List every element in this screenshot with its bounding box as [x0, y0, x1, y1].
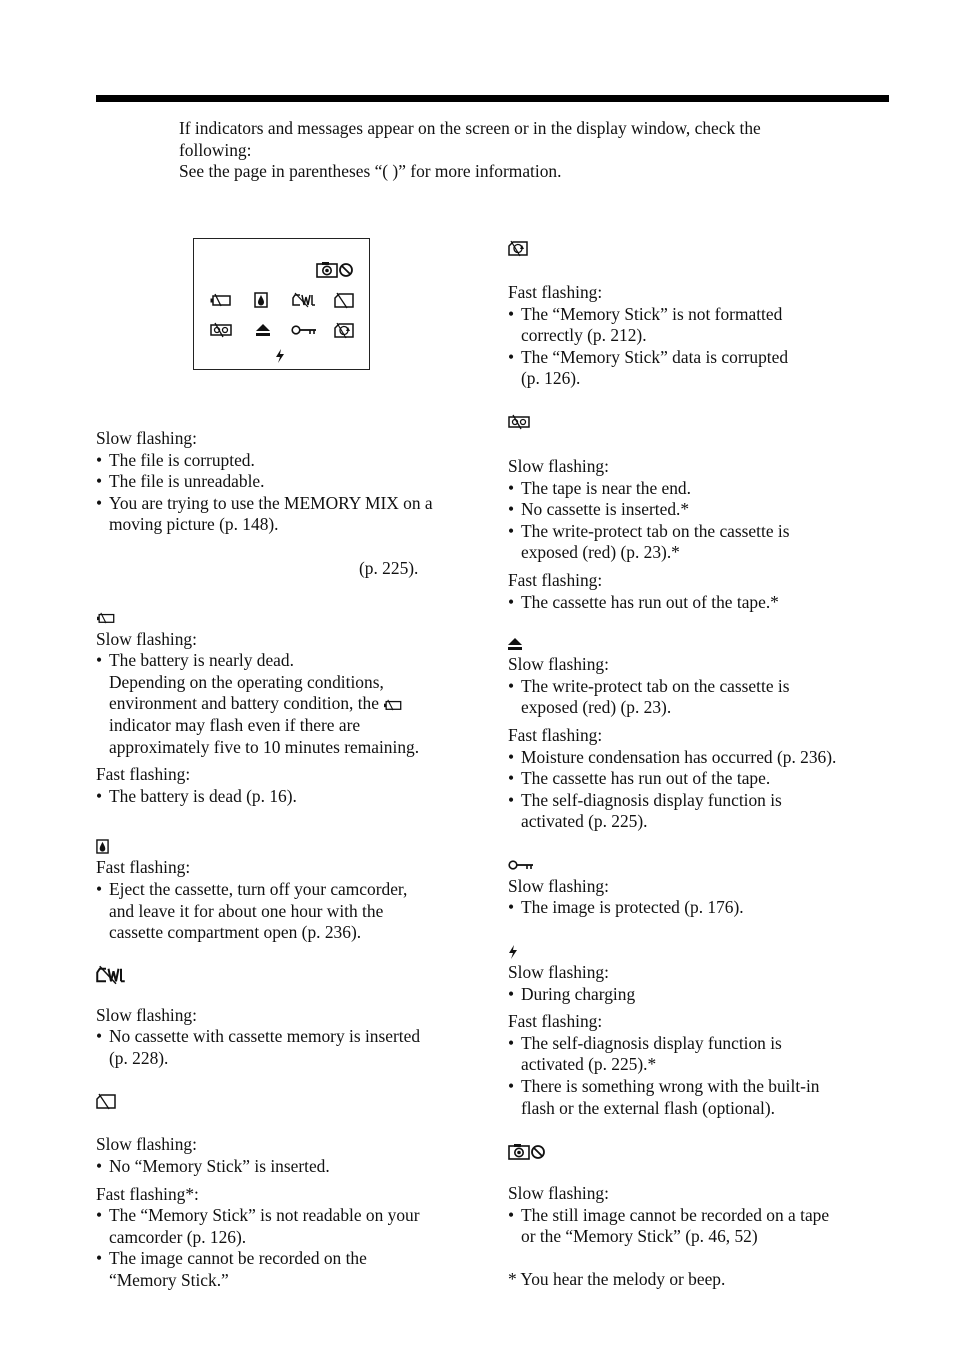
bullet: •: [508, 477, 515, 498]
bullet: •: [96, 878, 103, 899]
flash-heading: Slow flashing:: [96, 428, 197, 448]
bullet: •: [96, 1248, 103, 1269]
item-text: You are trying to use the MEMORY MIX on a: [109, 492, 433, 513]
eject-icon: [256, 324, 270, 336]
flash-heading: Fast flashing*:: [96, 1183, 199, 1204]
item-text: The battery is nearly dead.: [109, 650, 294, 671]
list-item: [96, 650, 486, 758]
indicator-block: [508, 941, 898, 1119]
indicator-block: [508, 1141, 898, 1290]
bullet: •: [508, 1204, 515, 1225]
list-item: [508, 984, 898, 1006]
item-text: The image is protected (p. 176).: [521, 897, 744, 918]
flash-heading: Slow flashing:: [508, 875, 609, 896]
item-text: The file is unreadable.: [109, 471, 265, 492]
item-text: No cassette is inserted.*: [521, 499, 690, 520]
right-column: [508, 238, 898, 1291]
memory-stick-icon: [334, 293, 354, 308]
bullet: •: [508, 789, 515, 810]
item-text: The “Memory Stick” is not readable on your: [109, 1205, 420, 1226]
item-text: The image cannot be recorded on the: [109, 1248, 367, 1269]
page-reference: (p. 225).: [359, 557, 419, 578]
bullet: •: [508, 499, 515, 520]
bullet: •: [96, 449, 103, 470]
list-item: [508, 1076, 898, 1119]
cassette-memory-icon: [96, 961, 486, 989]
list-item: [508, 592, 898, 614]
flash-heading: Slow flashing:: [96, 1004, 197, 1025]
list-item: [508, 499, 898, 521]
photo-prohibit-icon: [508, 1141, 898, 1162]
item-text: During charging: [521, 983, 636, 1004]
flash-icon: [275, 349, 285, 363]
bullet: •: [508, 346, 515, 367]
protect-key-icon: [291, 325, 317, 335]
left-column: [96, 428, 486, 1292]
item-text: The write-protect tab on the cassette is: [521, 520, 790, 541]
indicator-block: [508, 855, 898, 919]
item-text: There is something wrong with the built-in: [521, 1076, 820, 1097]
bullet: •: [96, 1205, 103, 1226]
item-text: No “Memory Stick” is inserted.: [109, 1156, 330, 1177]
bullet: •: [508, 520, 515, 541]
item-text: exposed (red) (p. 23).: [521, 697, 672, 718]
flash-heading: Fast flashing:: [508, 1011, 603, 1032]
item-text: “Memory Stick.”: [109, 1270, 229, 1291]
item-text: correctly (p. 212).: [521, 325, 647, 346]
item-text: camcorder (p. 126).: [109, 1226, 247, 1247]
item-text: and leave it for about one hour with the: [109, 900, 384, 921]
indicator-block: [96, 428, 486, 580]
intro-line: If indicators and messages appear on the screen or in the display window, check the: [179, 118, 761, 138]
flash-heading: Fast flashing:: [508, 282, 603, 302]
bullet: •: [508, 983, 515, 1004]
bullet: •: [508, 675, 515, 696]
indicator-block: [508, 633, 898, 833]
item-text: Eject the cassette, turn off your camcorder,: [109, 878, 408, 899]
indicator-block: [96, 1091, 486, 1291]
bullet: •: [96, 650, 103, 671]
bullet: •: [508, 303, 515, 324]
intro-text: [179, 118, 879, 183]
note-text: indicator may flash even if there are: [109, 714, 361, 735]
memory-stick-format-icon: [508, 238, 898, 259]
item-text: flash or the external flash (optional).: [521, 1097, 776, 1118]
flash-heading: Slow flashing:: [508, 654, 609, 675]
flash-heading: Fast flashing:: [96, 764, 191, 785]
list-item: [508, 1205, 898, 1248]
list-item: [508, 347, 898, 390]
item-text: The cassette has run out of the tape.: [521, 768, 771, 789]
memory-stick-icon: [96, 1091, 486, 1112]
item-text: exposed (red) (p. 23).*: [521, 542, 680, 563]
item-text: The file is corrupted.: [109, 449, 255, 470]
item-text: No cassette with cassette memory is inserted: [109, 1026, 421, 1047]
protect-key-icon: [508, 855, 898, 876]
battery-icon: [383, 699, 403, 711]
bullet: •: [508, 768, 515, 789]
flash-heading: Fast flashing:: [508, 569, 603, 590]
item-text: The self-diagnosis display function is: [521, 1032, 782, 1053]
list-item: [508, 676, 898, 719]
list-item: [96, 450, 486, 472]
list-item: [508, 897, 898, 919]
list-item: [508, 478, 898, 500]
bullet: •: [508, 1032, 515, 1053]
list-item: [96, 879, 486, 944]
item-text: The write-protect tab on the cassette is: [521, 675, 790, 696]
footnote: * You hear the melody or beep.: [508, 1269, 726, 1289]
item-text: or the “Memory Stick” (p. 46, 52): [521, 1226, 758, 1247]
bullet: •: [96, 492, 103, 513]
item-text: The still image cannot be recorded on a tape: [521, 1204, 830, 1225]
tape-icon: [210, 323, 232, 337]
indicator-block: [508, 412, 898, 613]
item-text: The tape is near the end.: [521, 477, 691, 498]
list-item: [508, 1033, 898, 1076]
flash-heading: Fast flashing:: [508, 724, 603, 745]
list-item: [96, 1156, 486, 1178]
flash-heading: Slow flashing:: [96, 628, 197, 649]
photo-prohibit-icon: [316, 261, 354, 279]
item-text: activated (p. 225).: [521, 811, 648, 832]
item-text: The “Memory Stick” is not formatted: [521, 303, 783, 324]
intro-line: See the page in parentheses “( )” for more information.: [179, 161, 562, 182]
note-text: Depending on the operating conditions,: [109, 671, 384, 692]
bullet: •: [96, 1156, 103, 1177]
list-item: [508, 747, 898, 769]
memory-stick-format-icon: [334, 323, 354, 338]
flash-heading: Slow flashing:: [508, 1183, 609, 1204]
list-item: [96, 1248, 486, 1291]
list-item: [508, 304, 898, 347]
indicator-block: [96, 836, 486, 943]
battery-icon: [210, 293, 232, 307]
list-item: [96, 493, 486, 536]
flash-icon: [508, 941, 898, 962]
moisture-icon: [254, 292, 268, 308]
list-item: [508, 768, 898, 790]
list-item: [96, 786, 486, 808]
cassette-memory-icon: [292, 293, 316, 307]
item-text: The “Memory Stick” data is corrupted: [521, 346, 789, 367]
flash-heading: Fast flashing:: [96, 857, 191, 878]
indicator-block: [508, 238, 898, 390]
tape-icon: [508, 412, 898, 433]
bullet: •: [508, 1076, 515, 1097]
list-item: [96, 1205, 486, 1248]
eject-icon: [508, 633, 898, 654]
list-item: [96, 1026, 486, 1069]
item-text: The cassette has run out of the tape.*: [521, 591, 779, 612]
flash-heading: Slow flashing:: [508, 455, 609, 476]
bullet: •: [96, 1026, 103, 1047]
bullet: •: [508, 591, 515, 612]
bullet: •: [508, 746, 515, 767]
flash-heading: Slow flashing:: [508, 962, 609, 983]
item-text: Moisture condensation has occurred (p. 236).: [521, 746, 837, 767]
item-text: (p. 126).: [521, 368, 581, 389]
item-text: The self-diagnosis display function is: [521, 789, 782, 810]
list-item: [508, 521, 898, 564]
item-text: cassette compartment open (p. 236).: [109, 922, 362, 943]
flash-heading: Slow flashing:: [96, 1134, 197, 1155]
list-item: [96, 471, 486, 493]
item-text: activated (p. 225).*: [521, 1054, 657, 1075]
moisture-icon: [96, 836, 486, 857]
item-text: (p. 228).: [109, 1047, 169, 1068]
indicator-panel: [193, 238, 370, 370]
intro-line: following:: [179, 139, 252, 160]
indicator-block: [96, 608, 486, 808]
note-text: approximately five to 10 minutes remaining.: [109, 736, 420, 757]
note-text: environment and battery condition, the: [109, 693, 379, 714]
bullet: •: [96, 785, 103, 806]
item-text: The battery is dead (p. 16).: [109, 785, 297, 806]
indicator-block: [96, 961, 486, 1070]
list-item: [508, 790, 898, 833]
header-rule: [96, 95, 889, 102]
bullet: •: [96, 471, 103, 492]
item-text: moving picture (p. 148).: [109, 514, 279, 535]
battery-icon: [96, 608, 486, 629]
bullet: •: [508, 897, 515, 918]
